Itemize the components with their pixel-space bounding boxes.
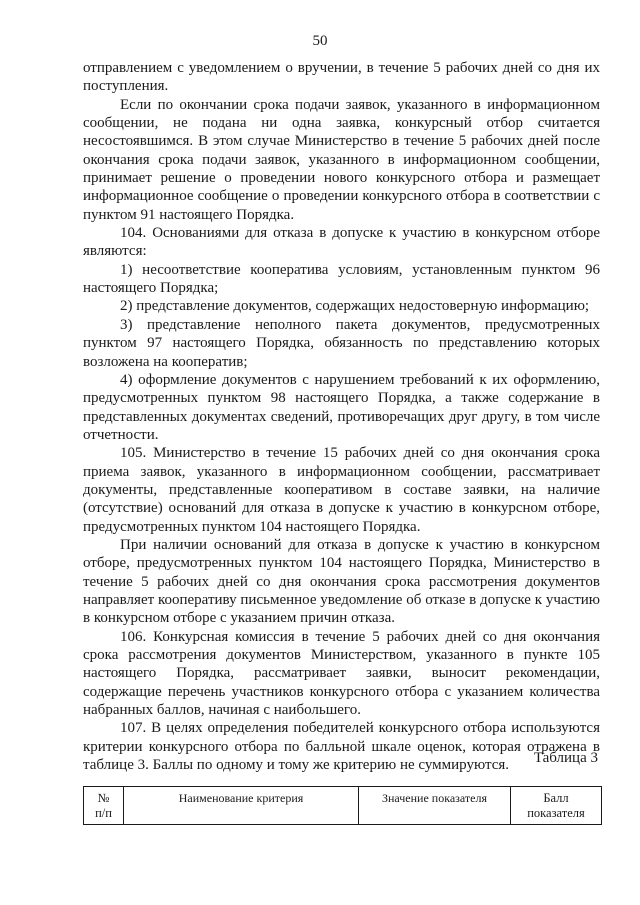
paragraph-104-intro: 104. Основаниями для отказа в допуске к участию в конкурсном отборе являются: — [83, 225, 600, 260]
header-number-abbr: п/п — [95, 806, 112, 820]
header-score-line2: показателя — [527, 806, 585, 820]
criteria-table — [83, 786, 602, 825]
paragraph-106: 106. Конкурсная комиссия в течение 5 рабочих дней со дня окончания срока рассмотрения документов Министерством, указанного в пункте 105 настоящего Порядка, рассматривает заявки, выносит рекомендации, содержащие перечень участников конкурсного отбора с указанием количества набранных баллов, начиная с наибольшего. — [83, 628, 600, 719]
header-indicator-value: Значение показателя — [359, 787, 511, 825]
document-body — [83, 59, 600, 774]
page-number: 50 — [312, 33, 328, 49]
paragraph-104-item-4: 4) оформление документов с нарушением требований к их оформлению, предусмотренных пунктом 98 настоящего Порядка, а также содержание в представленных документах сведений, противоречащих друг другу, в том числе отчетности. — [83, 371, 600, 443]
paragraph-105: 105. Министерство в течение 15 рабочих дней со дня окончания срока приема заявок, указанного в информационном сообщении, рассматривает документы, представленные кооперативом в составе заявки, на наличие (отсутствие) оснований для отказа в допуске к участию в конкурсном отборе, предусмотренных пунктом 104 настоящего Порядка. — [83, 445, 600, 535]
paragraph-104-item-1: 1) несоответствие кооператива условиям, установленным пунктом 96 настоящего Порядка; — [83, 261, 600, 297]
header-indicator-score — [511, 787, 602, 825]
header-criterion-name: Наименование критерия — [124, 787, 359, 825]
paragraph-107: 107. В целях определения победителей конкурсного отбора используются критерии конкурсного отбора по балльной шкале оценок, которая отражена в таблице 3. Баллы по одному и тому же критерию не суммируются. — [83, 720, 600, 774]
table-caption: Таблица 3 — [533, 750, 598, 766]
paragraph-no-applications: Если по окончании срока подачи заявок, указанного в информационном сообщении, не подана ни одна заявка, конкурсный отбор считается несостоявшимся. В этом случае Министерство в течение 5 рабочих дней после окончания срока подачи заявок, указанного в информационном сообщении, принимает решение о проведении нового конкурсного отбора и размещает информационное сообщение о проведении конкурсного отбора в соответствии с пунктом 91 настоящего Порядка. — [83, 96, 600, 223]
paragraph-continuation: отправлением с уведомлением о вручении, в течение 5 рабочих дней со дня их поступления. — [83, 60, 600, 95]
header-score-line1: Балл — [543, 791, 569, 805]
header-number — [84, 787, 124, 825]
paragraph-104-item-2: 2) представление документов, содержащих недостоверную информацию; — [120, 298, 590, 315]
paragraph-105-refusal: При наличии оснований для отказа в допуске к участию в конкурсном отборе, предусмотренных пунктом 104 настоящего Порядка, Министерство в течение 5 рабочих дней со дня окончания срока рассмотрения документов направляет кооперативу письменное уведомление об отказе в допуске к участию в конкурсном отборе с указанием причин отказа. — [83, 536, 600, 627]
header-number-sign: № — [97, 791, 110, 805]
paragraph-104-item-3: 3) представление неполного пакета документов, предусмотренных пунктом 97 настоящего Порядка, обязанность по представлению которых возложена на кооператив; — [83, 316, 600, 370]
table-header-row — [84, 787, 602, 825]
